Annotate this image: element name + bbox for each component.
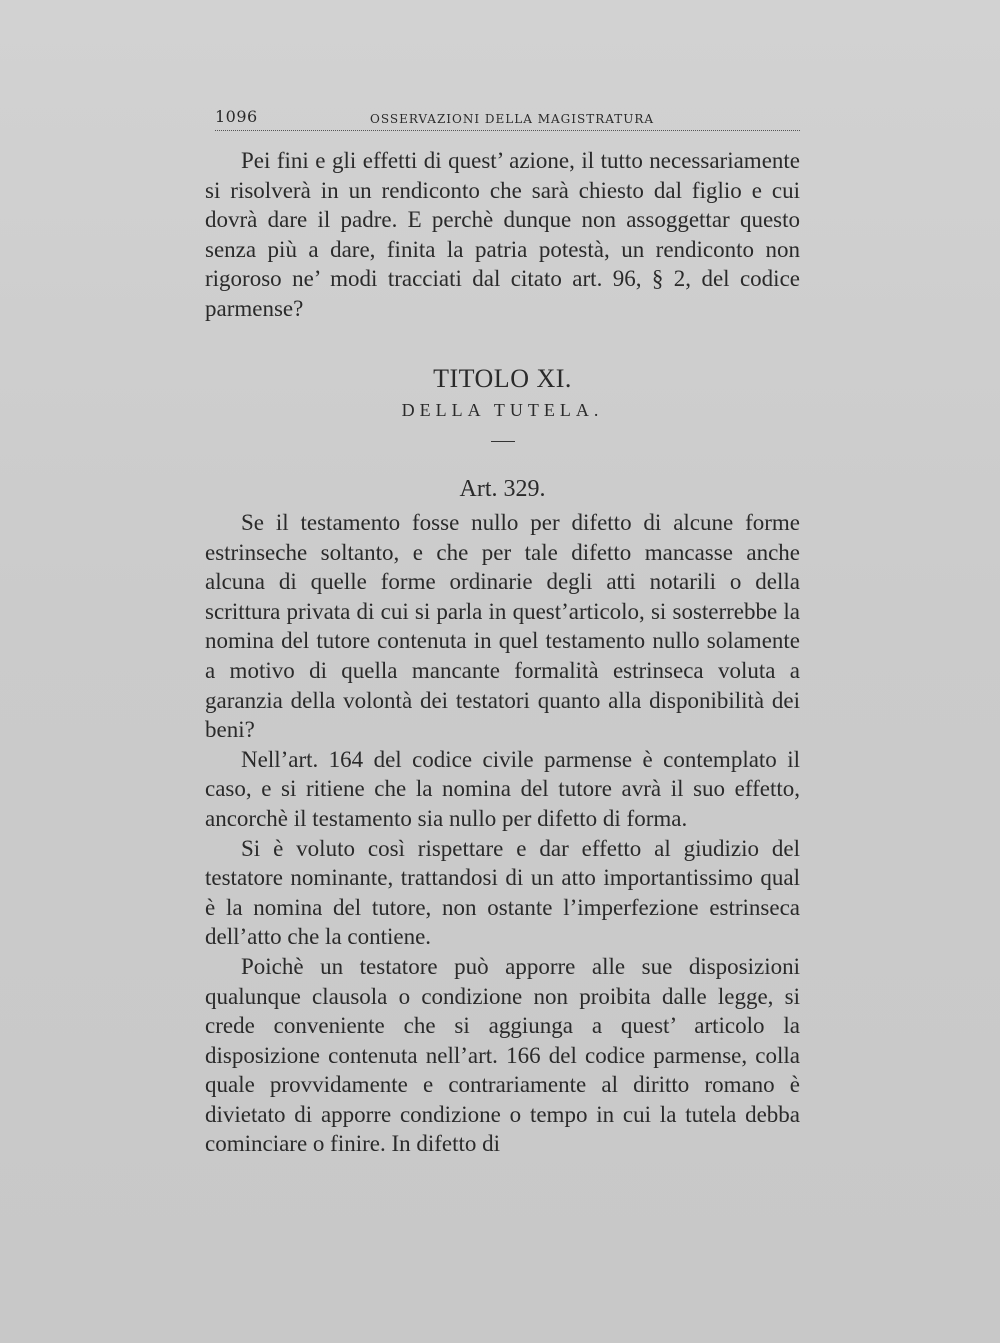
paragraph: Si è voluto così rispettare e dar effetto al giudizio del testatore nominante, trattandosi di un atto importantissimo qual è la nomina del tutore, non ostante l’imperfezione estrinseca dell’atto che la contiene.	[205, 835, 800, 950]
intro-text	[205, 146, 800, 324]
paragraph: Nell’art. 164 del codice civile parmense è contemplato il caso, e si ritiene che la nomina del tutore avrà il suo effetto, ancorchè il testamento sia nullo per difetto di forma.	[205, 746, 800, 831]
intro-paragraph: Pei fini e gli effetti di quest’ azione, il tutto necessariamente si risolverà in un rendiconto che sarà chiesto dal figlio e cui dovrà dare il padre. E perchè dunque non assoggettar questo senza più a dare, finita la patria potestà, un rendiconto non rigoroso ne’ modi tracciati dal citato art. 96, § 2, del codice parmense?	[205, 148, 800, 321]
running-head: OSSERVAZIONI DELLA MAGISTRATURA	[370, 112, 655, 126]
title-rule	[491, 441, 515, 442]
section-title: TITOLO XI.	[433, 364, 572, 393]
section-subtitle: DELLA TUTELA.	[401, 400, 604, 420]
paragraph: Poichè un testatore può apporre alle sue disposizioni qualunque clausola o condizione non proibita dalle legge, si crede conveniente che si aggiunga a quest’ articolo la disposizione contenuta nell’art. 166 del codice parmense, colla quale provvidamente e contrariamente al diritto romano è divietato di apporre condizione o tempo in cui la tutela debba cominciare o finire. In difetto di	[205, 953, 800, 1157]
article-heading: Art. 329.	[459, 476, 546, 502]
page-header	[215, 104, 800, 131]
page-number: 1096	[215, 107, 258, 126]
article-text	[205, 508, 800, 1159]
paragraph: Se il testamento fosse nullo per difetto di alcune forme estrinseche soltanto, e che per tale difetto mancasse anche alcuna di quelle forme ordinarie degli atti notarili o della scrittura privata di cui si parla in quest’articolo, si sosterrebbe la nomina del tutore contenuta in quel testamento nullo solamente a motivo di quella mancante formalità estrinseca voluta a garanzia della volontà dei testatori quanto alla disponibilità dei beni?	[205, 510, 800, 743]
